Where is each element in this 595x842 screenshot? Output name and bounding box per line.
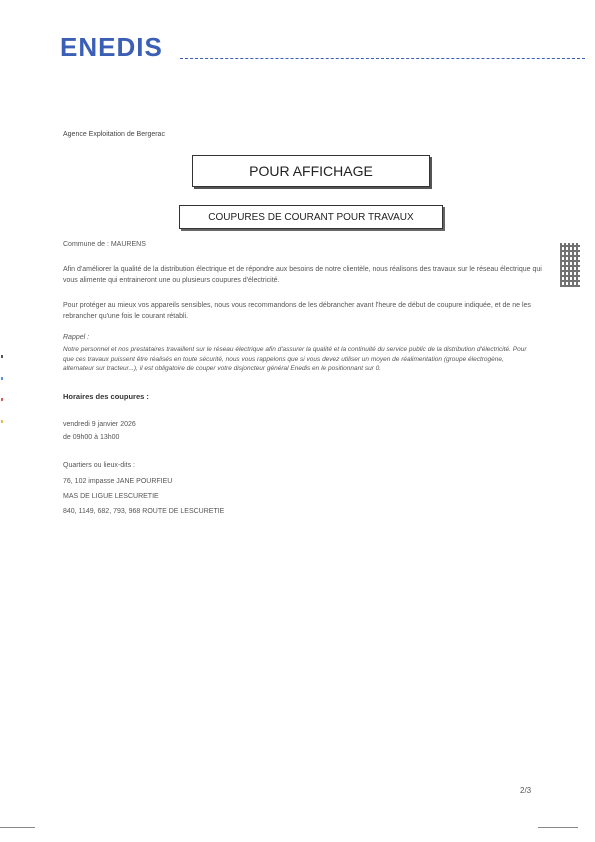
footer-rule xyxy=(538,827,578,828)
datamatrix-code xyxy=(560,243,580,287)
page-number: 2/3 xyxy=(520,786,532,795)
subtitle-box xyxy=(179,205,443,229)
outage-hours: de 09h00 à 13h00 xyxy=(63,434,120,441)
scan-mark xyxy=(1,398,3,401)
address-line: 840, 1149, 682, 793, 968 ROUTE DE LESCURETIE xyxy=(63,508,225,515)
footer-rule xyxy=(0,827,35,828)
intro-paragraph: Afin d'améliorer la qualité de la distribution électrique et de répondre aux besoins de notre clientèle, nous réalisons des travaux sur le réseau électrique qui vous alimente qui entraineront une ou plusieurs coupures d'électricité. xyxy=(63,266,542,284)
scan-mark xyxy=(1,377,3,380)
agence-label: Agence Exploitation de Bergerac xyxy=(63,131,165,138)
address-line: 76, 102 impasse JANE POURFIEU xyxy=(63,478,173,485)
address-line: MAS DE LIGUE LESCURETIE xyxy=(63,493,159,500)
rappel-title: Rappel : xyxy=(63,334,90,341)
scan-mark xyxy=(1,355,3,358)
enedis-logo: ENEDIS xyxy=(60,32,163,62)
scan-mark xyxy=(1,420,3,423)
page-title: POUR AFFICHAGE xyxy=(249,163,373,179)
commune-label: Commune de : MAURENS xyxy=(63,241,146,248)
outage-date: vendredi 9 janvier 2026 xyxy=(63,421,136,428)
quartiers-title: Quartiers ou lieux-dits : xyxy=(63,462,135,469)
rappel-text: Notre personnel et nos prestataires travaillent sur le réseau électrique afin d'assurer la qualité et la continuité du service public de la distribution d'électricité. Pour que ces travaux puissent être réalisés en toute sécurité, nous vous rappelons que si vous devez utiliser un moyen de réalimentation (groupe électrogène, alternateur sur tracteur...), il est obligatoire de couper votre disjoncteur général Enedis en le positionnant sur 0. xyxy=(63,346,527,372)
horaires-title: Horaires des coupures : xyxy=(63,392,149,401)
advice-paragraph: Pour protéger au mieux vos appareils sensibles, nous vous recommandons de les débrancher avant l'heure de début de coupure indiquée, et de ne les rebrancher qu'une fois le courant rétabli. xyxy=(63,302,531,320)
header-divider xyxy=(180,58,585,59)
title-box xyxy=(192,155,430,187)
page-subtitle: COUPURES DE COURANT POUR TRAVAUX xyxy=(208,211,414,223)
